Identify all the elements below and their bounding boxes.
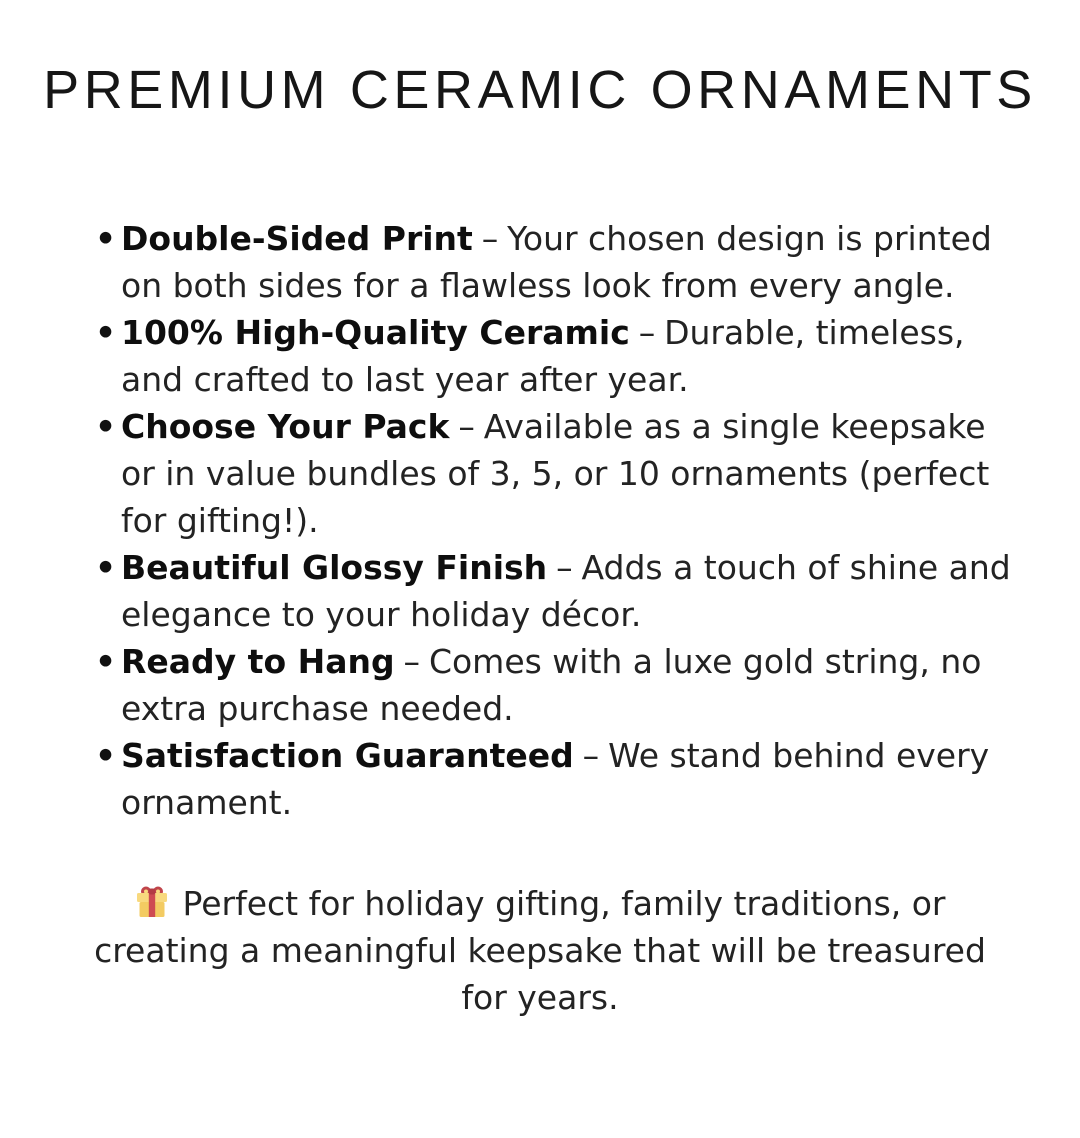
feature-item: [95, 732, 1020, 826]
feature-heading: Double-Sided Print: [121, 218, 473, 258]
feature-heading: Choose Your Pack: [121, 406, 450, 446]
feature-item: [95, 215, 1020, 309]
feature-description: Available as a single keepsake or in value bundles of 3, 5, or 10 ornaments (perfect for gifting!).: [121, 406, 990, 540]
feature-item: [95, 544, 1020, 638]
feature-description: Your chosen design is printed on both sides for a flawless look from every angle.: [121, 218, 992, 305]
feature-description: Comes with a luxe gold string, no extra purchase needed.: [121, 641, 982, 728]
feature-description: Adds a touch of shine and elegance to your holiday décor.: [121, 547, 1011, 634]
feature-description: Durable, timeless, and crafted to last year after year.: [121, 312, 965, 399]
footer-note: [0, 880, 1080, 1021]
feature-list: [95, 215, 1020, 826]
feature-item: [95, 638, 1020, 732]
feature-item: [95, 403, 1020, 544]
feature-heading: 100% High-Quality Ceramic: [121, 312, 630, 352]
footer-line-3: [60, 974, 1020, 1021]
feature-description: We stand behind every ornament.: [121, 735, 990, 822]
footer-text-line-3: for years.: [461, 977, 619, 1017]
feature-heading: Beautiful Glossy Finish: [121, 547, 548, 587]
feature-item: [95, 309, 1020, 403]
feature-heading: Ready to Hang: [121, 641, 395, 681]
gift-icon: [134, 884, 170, 920]
footer-line-1: [60, 880, 1020, 927]
footer-text-line-1: Perfect for holiday gifting, family traditions, or: [182, 883, 946, 923]
feature-separator: –: [481, 218, 499, 258]
page-title: PREMIUM CERAMIC ORNAMENTS: [43, 60, 1037, 120]
feature-separator: –: [458, 406, 475, 446]
footer-text-line-2: creating a meaningful keepsake that will be treasured: [94, 930, 986, 970]
feature-separator: –: [403, 641, 421, 681]
footer-line-2: [60, 927, 1020, 974]
feature-separator: –: [556, 547, 573, 587]
feature-separator: –: [582, 735, 600, 775]
flyer-page: [0, 58, 1080, 1138]
feature-separator: –: [638, 312, 656, 352]
feature-heading: Satisfaction Guaranteed: [121, 735, 574, 775]
